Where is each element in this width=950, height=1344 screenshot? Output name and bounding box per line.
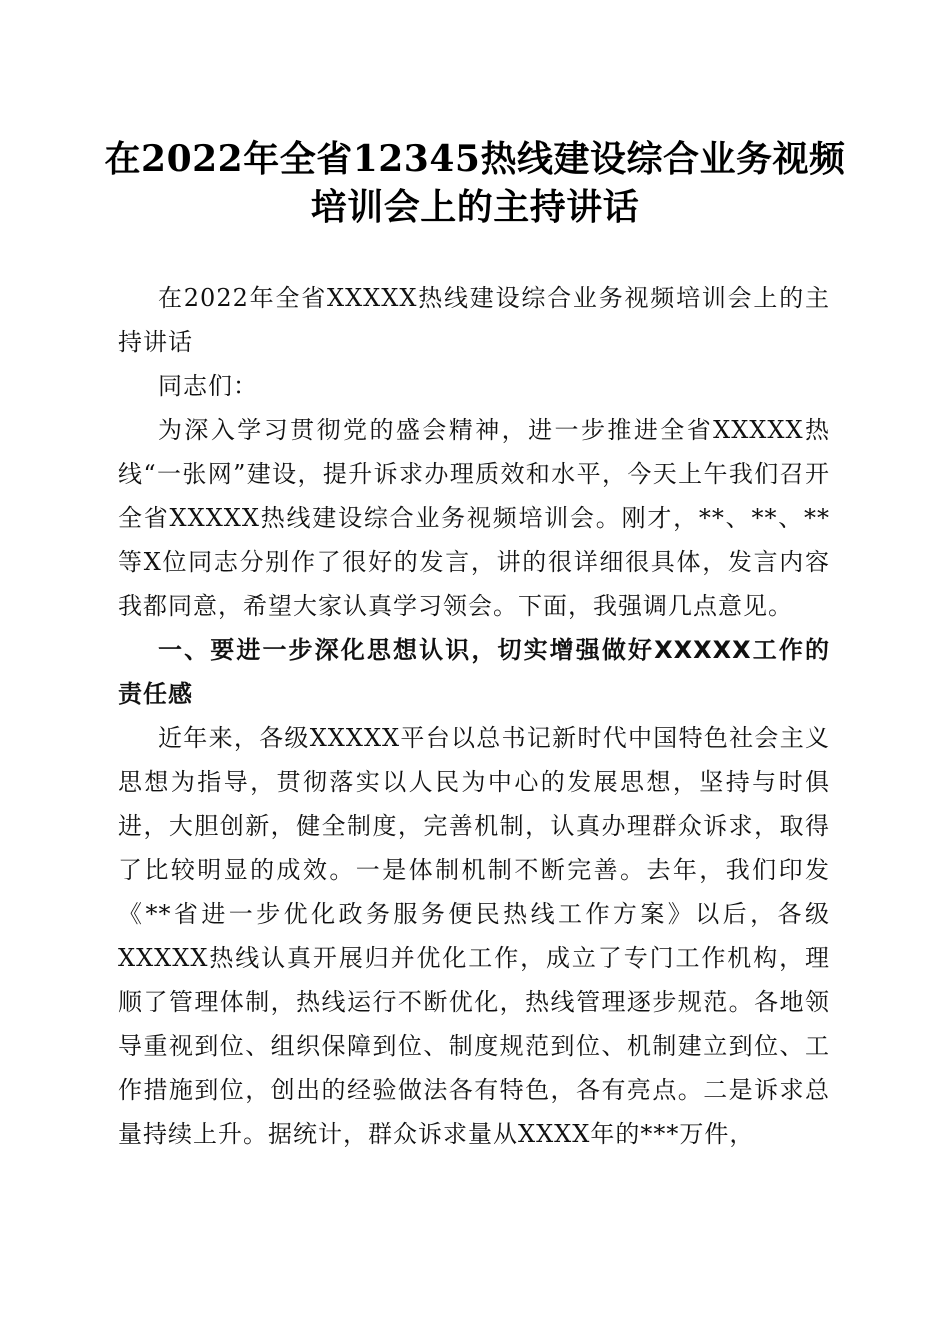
paragraph-section-1: 近年来，各级XXXXX平台以总书记新时代中国特色社会主义思想为指导，贯彻落实以人民为中心的发展思想，坚持与时俱进，大胆创新，健全制度，完善机制，认真办理群众诉求，取得了比较明显的成效。一是体制机制不断完善。去年，我们印发《**省进一步优化政务服务便民热线工作方案》以后，各级XXXXX热线认真开展归并优化工作，成立了专门工作机构，理顺了管理体制，热线运行不断优化，热线管理逐步规范。各地领导重视到位、组织保障到位、制度规范到位、机制建立到位、工作措施到位，创出的经验做法各有特色，各有亮点。二是诉求总量持续上升。据统计，群众诉求量从XXXX年的***万件， — [118, 724, 830, 1148]
title-line-2: 培训会上的主持讲话 — [310, 186, 640, 228]
paragraph-subtitle: 在2022年全省XXXXX热线建设综合业务视频培训会上的主持讲话 — [118, 284, 830, 356]
paragraph-salutation: 同志们： — [158, 372, 258, 400]
paragraph-intro: 为深入学习贯彻党的盛会精神，进一步推进全省XXXXX热线“一张网”建设，提升诉求办理质效和水平，今天上午我们召开全省XXXXX热线建设综合业务视频培训会。刚才，**、**、**等X位同志分别作了很好的发言，讲的很详细很具体，发言内容我都同意，希望大家认真学习领会。下面，我强调几点意见。 — [118, 416, 830, 620]
document-body — [118, 276, 830, 1156]
document-title — [90, 135, 860, 231]
section-heading-1: 一、要进一步深化思想认识，切实增强做好XXXXX工作的责任感 — [118, 636, 830, 708]
title-line-1: 在2022年全省12345热线建设综合业务视频 — [104, 138, 846, 180]
